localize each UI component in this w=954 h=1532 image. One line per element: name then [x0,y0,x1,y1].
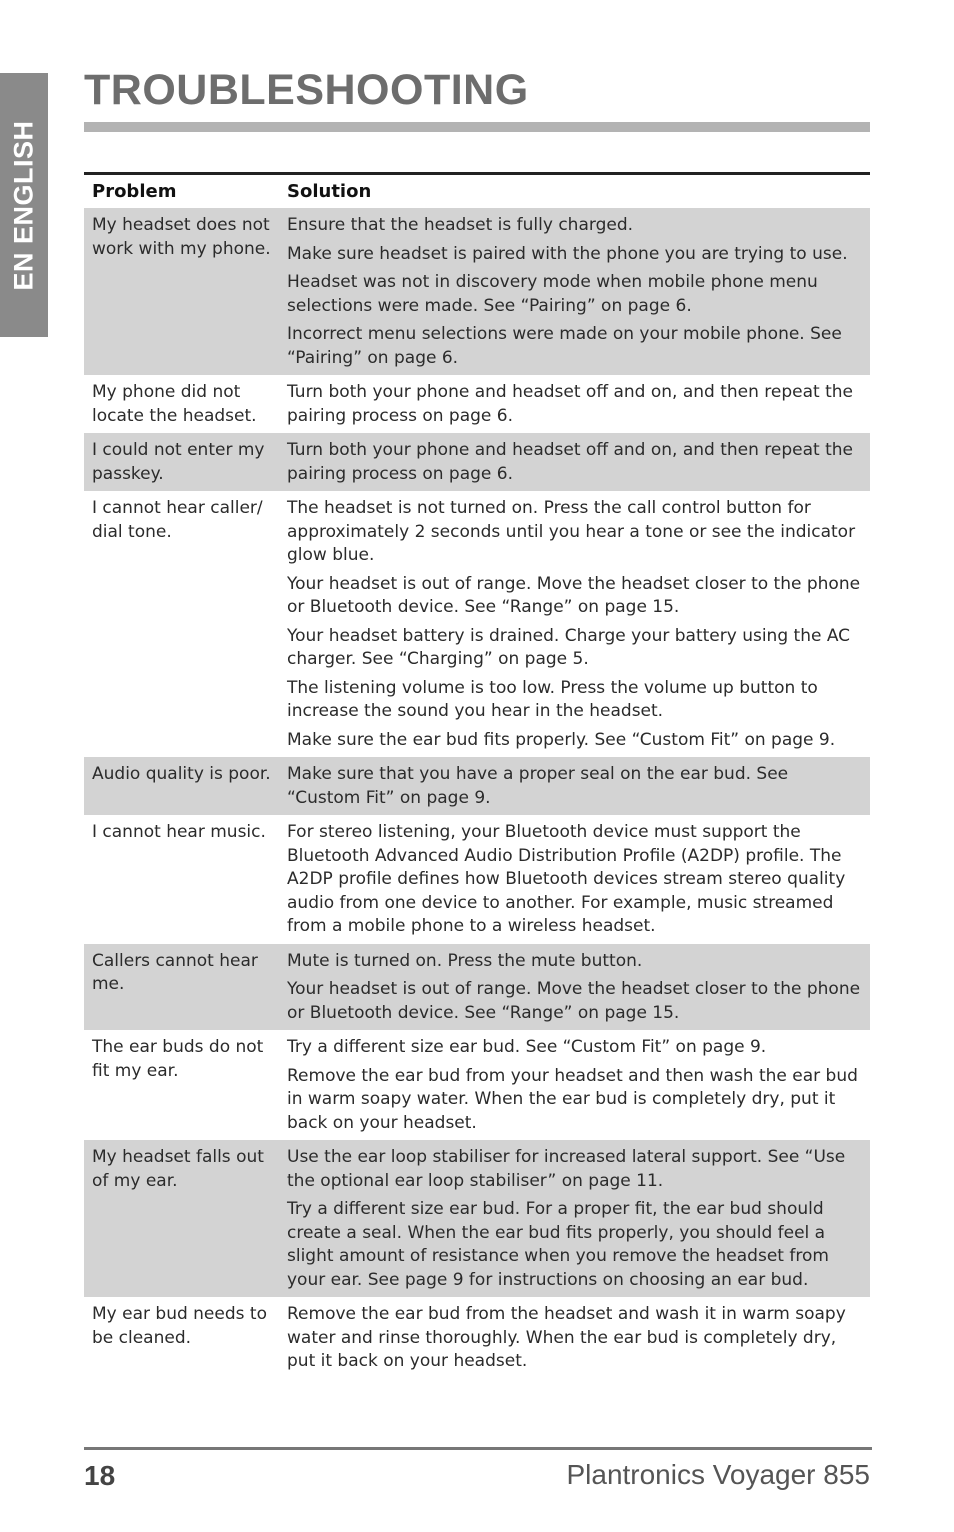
solution-cell [287,1303,870,1374]
solution-text: Turn both your phone and headset off and on, and then repeat the pairing process on page 6. [287,382,853,426]
table-body [84,208,870,1379]
footer-divider [84,1447,872,1450]
solution-cell [287,214,870,370]
table-header-row [84,175,870,208]
solution-text: Make sure that you have a proper seal on the ear bud. See “Custom Fit” on page 9. [287,764,789,808]
solution-text: For stereo listening, your Bluetooth device must support the Bluetooth Advanced Audio Distribution Profile (A2DP) profile. The A2DP profile defines how Bluetooth devices stream stereo quality audio from one device to another. For example, music streamed from a mobile phone to a wireless headset. [287,822,846,936]
solution-cell [287,381,870,428]
solution-cell [287,439,870,486]
solution-text: Make sure the ear bud fits properly. See “Custom Fit” on page 9. [287,729,836,750]
table-row [84,815,870,944]
solution-text: Use the ear loop stabiliser for increased lateral support. See “Use the optional ear loop stabiliser” on page 11. [287,1147,846,1191]
solution-text: Make sure headset is paired with the phone you are trying to use. [287,243,848,264]
table-row [84,491,870,757]
solution-text: The headset is not turned on. Press the call control button for approximately 2 seconds until you hear a tone or see the indicator glow blue. [287,498,856,565]
solution-cell [287,1036,870,1135]
table-row [84,944,870,1031]
solution-cell [287,950,870,1026]
solution-text: The listening volume is too low. Press the volume up button to increase the sound you hear in the headset. [287,677,818,721]
product-name: Plantronics Voyager 855 [566,1459,870,1490]
problem-cell: Callers cannot hear me. [92,950,258,994]
problem-column-header: Problem [92,181,177,202]
title-underline [84,122,870,132]
solution-text: Try a different size ear bud. For a proper fit, the ear bud should create a seal. When the ear bud fits properly, you should feel a slight amount of resistance when you remove the headset from your ear. See page 9 for instructions on choosing an ear bud. [287,1199,829,1290]
solution-text: Ensure that the headset is fully charged. [287,215,634,235]
problem-cell: My phone did not locate the headset. [92,382,257,426]
page-number: 18 [84,1460,116,1491]
problem-cell: My headset does not work with my phone. [92,215,271,259]
table-row [84,1297,870,1379]
solution-text: Mute is turned on. Press the mute button. [287,950,643,971]
solution-text: Turn both your phone and headset off and on, and then repeat the pairing process on page 6. [287,440,853,484]
table-row [84,433,870,491]
solution-cell [287,1146,870,1292]
solution-text: Headset was not in discovery mode when mobile phone menu selections were made. See “Pairing” on page 6. [287,272,818,316]
page-title: TROUBLESHOOTING [84,66,529,114]
solution-text: Remove the ear bud from the headset and wash it in warm soapy water and rinse thoroughly. When the ear bud is completely dry, put it back on your headset. [287,1304,846,1371]
language-tab [0,73,48,337]
solution-cell [287,763,870,810]
problem-cell: I could not enter my passkey. [92,440,265,484]
table-row [84,375,870,433]
solution-text: Try a different size ear bud. See “Custom Fit” on page 9. [287,1037,767,1057]
problem-cell: I cannot hear music. [92,822,266,842]
problem-cell: I cannot hear caller/ dial tone. [92,498,263,542]
solution-text: Remove the ear bud from your headset and then wash the ear bud in warm soapy water. When the ear bud is completely dry, put it back on your headset. [287,1065,858,1133]
solution-text: Your headset is out of range. Move the headset closer to the phone or Bluetooth device. See “Range” on page 15. [287,573,861,617]
solution-text: Your headset is out of range. Move the headset closer to the phone or Bluetooth device. See “Range” on page 15. [287,979,861,1023]
solution-cell [287,497,870,752]
troubleshooting-table [84,172,870,1379]
solution-text: Your headset battery is drained. Charge your battery using the AC charger. See “Charging” on page 5. [287,625,851,669]
problem-cell: The ear buds do not fit my ear. [92,1037,264,1081]
problem-cell: My headset falls out of my ear. [92,1147,264,1191]
problem-cell: Audio quality is poor. [92,764,271,784]
table-row [84,1030,870,1140]
solution-cell [287,821,870,939]
table-row [84,1140,870,1297]
solution-text: Incorrect menu selections were made on your mobile phone. See “Pairing” on page 6. [287,324,842,368]
problem-cell: My ear bud needs to be cleaned. [92,1304,267,1348]
table-row [84,757,870,815]
solution-column-header: Solution [287,181,372,202]
language-tab-label: EN ENGLISH [8,119,39,291]
table-row [84,208,870,375]
